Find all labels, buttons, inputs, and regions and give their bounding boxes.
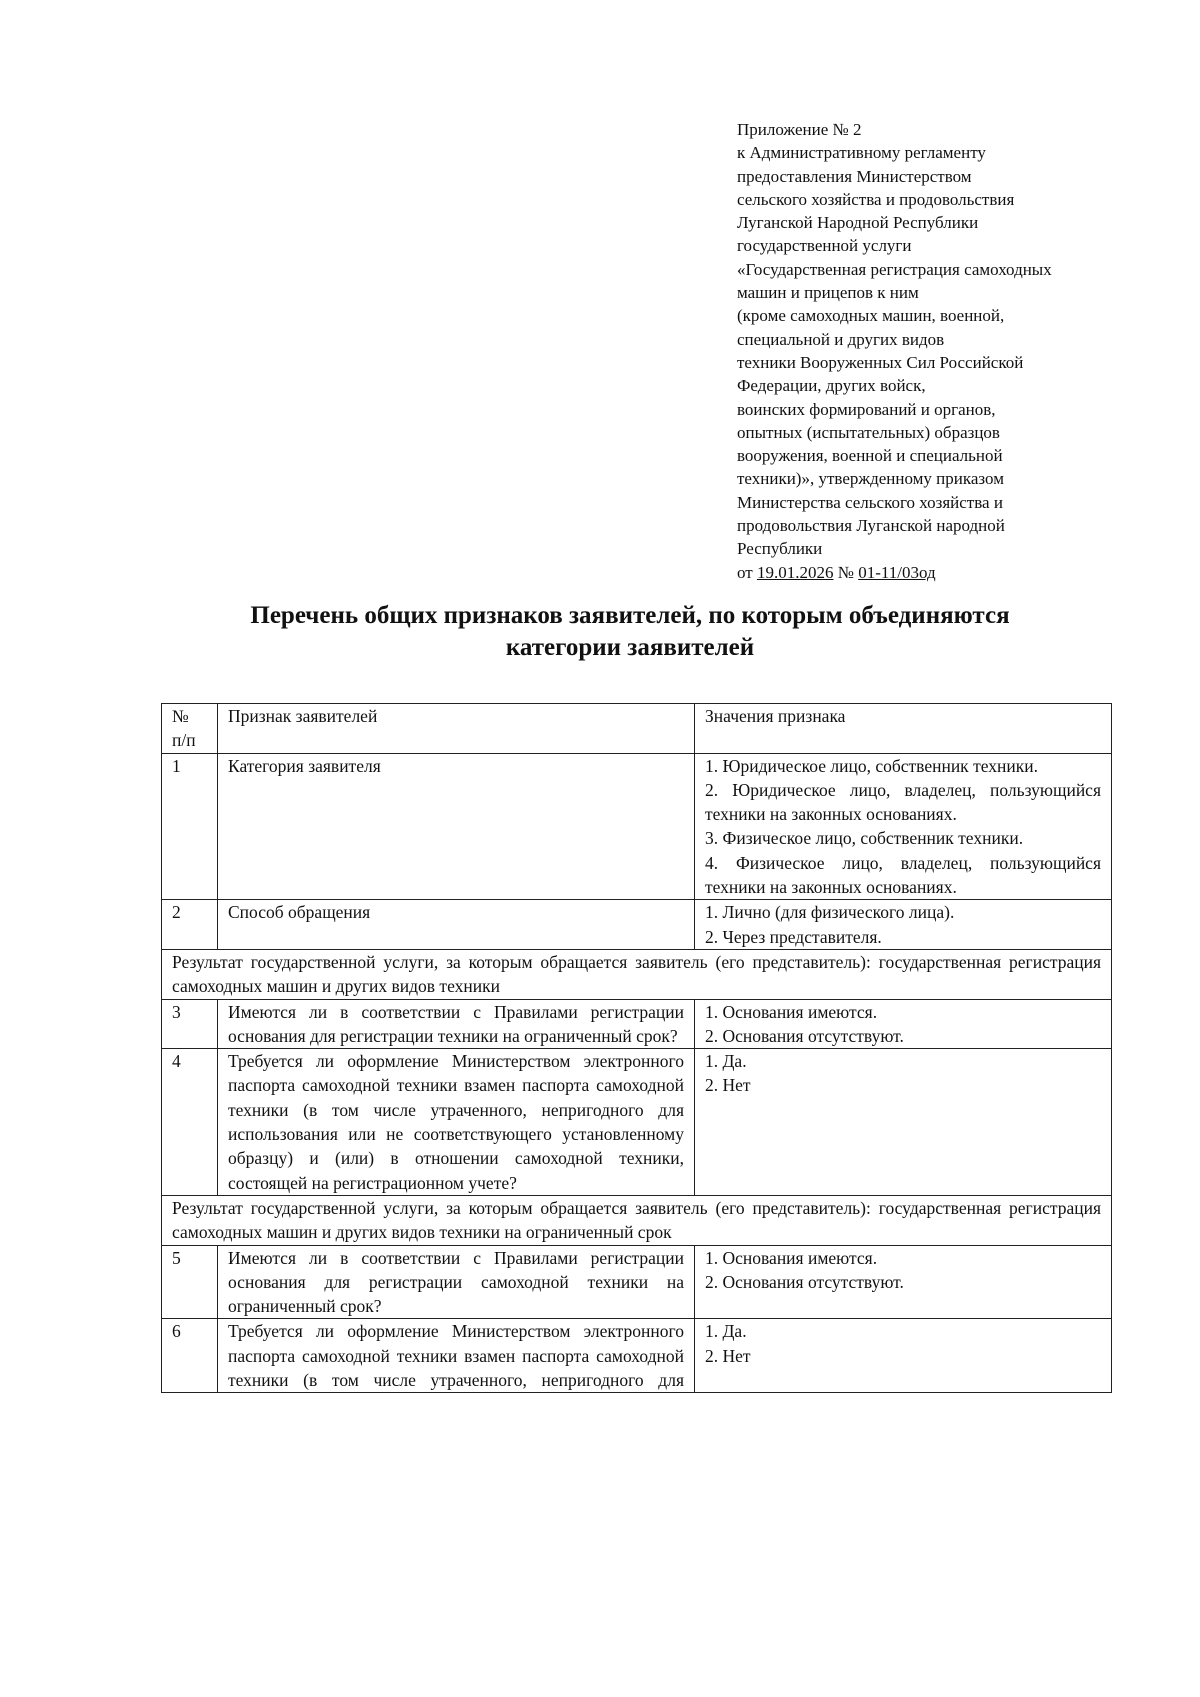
row-num: 3 [162, 999, 218, 1049]
table-row [162, 1319, 1112, 1393]
value-item: 4. Физическое лицо, владелец, пользующийся техники на законных основаниях. [705, 852, 1101, 898]
row-num: 4 [162, 1049, 218, 1196]
value-item: 1. Основания имеются. [705, 1001, 878, 1022]
appendix-line: «Государственная регистрация самоходных [737, 259, 1052, 279]
appendix-line: сельского хозяйства и продовольствия [737, 189, 1015, 209]
appendix-line: Федерации, других войск, [737, 376, 926, 396]
row-values [695, 1319, 1112, 1393]
title-line-1: Перечень общих признаков заявителей, по которым объединяются [250, 602, 1010, 629]
table-row [162, 1245, 1112, 1319]
table-row [162, 900, 1112, 950]
row-num: 6 [162, 1319, 218, 1393]
value-item: 2. Основания отсутствуют. [705, 1025, 904, 1046]
section-heading: Результат государственной услуги, за которым обращается заявитель (его представитель): государственная регистрация самоходных машин и других видов техники на ограниченный срок [162, 1195, 1112, 1245]
header-num: № п/п [162, 704, 218, 754]
row-feature: Имеются ли в соответствии с Правилами регистрации основания для регистрации самоходной техники на ограниченный срок? [218, 1245, 695, 1319]
section-row [162, 1195, 1112, 1245]
appendix-block [737, 118, 1157, 584]
appendix-line: Приложение № 2 [737, 120, 862, 139]
row-feature: Имеются ли в соответствии с Правилами регистрации основания для регистрации техники на ограниченный срок? [218, 999, 695, 1049]
row-feature: Требуется ли оформление Министерством электронного паспорта самоходной техники взамен паспорта самоходной техники (в том числе утраченного, непригодного для [218, 1319, 695, 1393]
section-heading: Результат государственной услуги, за которым обращается заявитель (его представитель): государственная регистрация самоходных машин и других видов техники [162, 949, 1112, 999]
row-values [695, 999, 1112, 1049]
appendix-line: воинских формирований и органов, [737, 399, 996, 419]
features-table [161, 703, 1112, 1393]
row-values [695, 1049, 1112, 1196]
header-feature: Признак заявителей [218, 704, 695, 754]
row-feature: Требуется ли оформление Министерством электронного паспорта самоходной техники взамен паспорта самоходной техники (в том числе утраченного, непригодного для использования или не соответствующего установленному образцу) и (или) в отношении самоходной техники, состоящей на регистрационном учете? [218, 1049, 695, 1196]
value-item: 1. Да. [705, 1051, 747, 1072]
section-row [162, 949, 1112, 999]
row-feature: Категория заявителя [218, 753, 695, 900]
table-row [162, 1049, 1112, 1196]
value-item: 1. Юридическое лицо, собственник техники. [705, 755, 1038, 776]
value-item: 3. Физическое лицо, собственник техники. [705, 828, 1024, 849]
order-date: 19.01.2026 [756, 562, 834, 582]
appendix-date-line [737, 561, 1157, 584]
appendix-line: Луганской Народной Республики [737, 213, 979, 233]
appendix-line: Министерства сельского хозяйства и [737, 492, 1003, 512]
row-values [695, 1245, 1112, 1319]
appendix-line: техники Вооруженных Сил Российской [737, 352, 1024, 372]
appendix-line: техники)», утвержденному приказом [737, 469, 1004, 489]
value-item: 2. Через представителя. [705, 926, 882, 947]
row-feature: Способ обращения [218, 900, 695, 950]
appendix-line: Республики [737, 539, 823, 559]
value-item: 2. Нет [705, 1345, 751, 1366]
row-num: 5 [162, 1245, 218, 1319]
appendix-line: вооружения, военной и специальной [737, 446, 1003, 466]
row-num: 1 [162, 753, 218, 900]
value-item: 1. Да. [705, 1321, 747, 1342]
appendix-line: специальной и других видов [737, 329, 945, 349]
table-header-row [162, 704, 1112, 754]
header-values: Значения признака [695, 704, 1112, 754]
value-item: 2. Нет [705, 1075, 751, 1096]
value-item: 2. Основания отсутствуют. [705, 1271, 904, 1292]
appendix-line: опытных (испытательных) образцов [737, 422, 1000, 442]
value-item: 2. Юридическое лицо, владелец, пользующийся техники на законных основаниях. [705, 779, 1101, 825]
order-number: 01-11/03од [858, 562, 936, 582]
row-values [695, 900, 1112, 950]
value-item: 1. Лично (для физического лица). [705, 902, 955, 923]
row-num: 2 [162, 900, 218, 950]
table-row [162, 999, 1112, 1049]
appendix-line: (кроме самоходных машин, военной, [737, 306, 1005, 326]
date-prefix: от [737, 562, 753, 582]
appendix-line: государственной услуги [737, 236, 912, 256]
table-row [162, 753, 1112, 900]
title-line-2: категории заявителей [505, 634, 755, 661]
appendix-line: продовольствия Луганской народной [737, 516, 1005, 536]
number-sign: № [837, 562, 854, 582]
value-item: 1. Основания имеются. [705, 1247, 878, 1268]
row-values [695, 753, 1112, 900]
appendix-line: машин и прицепов к ним [737, 283, 919, 303]
appendix-line: к Административному регламенту [737, 143, 986, 163]
page-title [150, 600, 1110, 664]
appendix-line: предоставления Министерством [737, 166, 972, 186]
